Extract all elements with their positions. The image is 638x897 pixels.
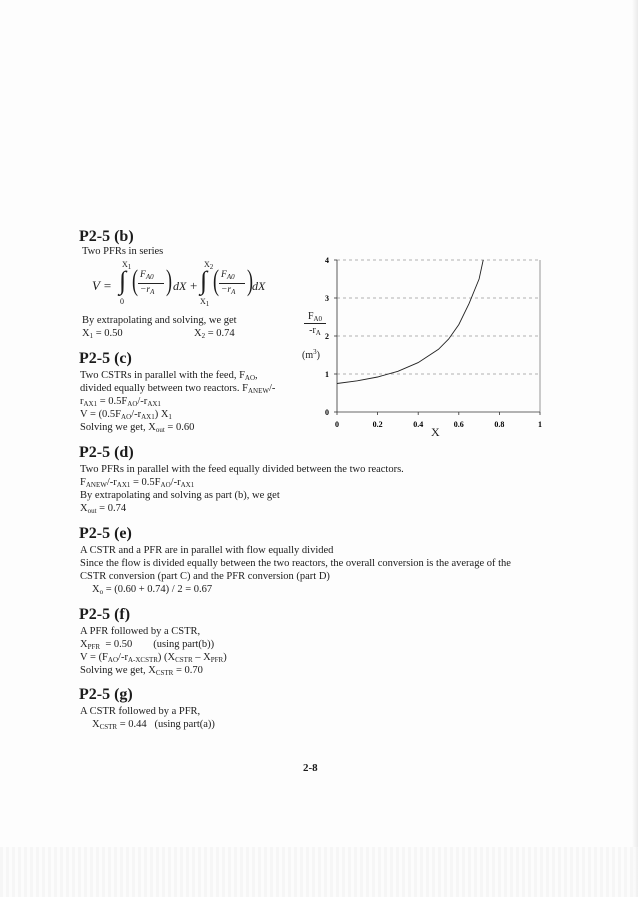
int2-upper: $X_2$ [204, 260, 214, 271]
f-line3: $V = (F_{AO}/-r_{A-XCSTR})$ $(X_{CSTR} - X_{PFR})$ [80, 652, 227, 664]
d-line3: By extrapolating and solving as part (b), we get [80, 490, 280, 501]
d-line1: Two PFRs in parallel with the feed equally divided between the two reactors. [80, 464, 404, 475]
heading-p2-5f: P2-5 (f) [79, 606, 131, 623]
c-line3: $r_{AX1} = 0.5F_{AO}/-r_{AX1}$ [80, 396, 161, 408]
y-label-denominator: $-r_A$ [304, 323, 326, 337]
g-line2: $X_{CSTR} = 0.44$ (using part(a)) [92, 719, 215, 731]
heading-p2-5b: P2-5 (b) [79, 228, 134, 245]
b-line2: By extrapolating and solving, we get [82, 315, 237, 326]
integral-sign-1: ∫ [119, 266, 127, 295]
y-tick-label: 4 [325, 256, 329, 265]
page-number: 2-8 [303, 762, 318, 774]
scan-noise-band [0, 847, 638, 897]
int1-lower: 0 [120, 297, 124, 306]
integral-sign-2: ∫ [200, 266, 208, 295]
x-axis-label: X [431, 425, 440, 439]
x-tick-label: 0.8 [494, 420, 505, 429]
c-line2: divided equally between two reactors. $F_{ANEW}/-$ [80, 383, 276, 395]
e-line1: A CSTR and a PFR are in parallel with flow equally divided [80, 545, 334, 556]
heading-p2-5e: P2-5 (e) [79, 525, 132, 542]
pfr-series-equation [92, 260, 266, 312]
heading-p2-5g: P2-5 (g) [79, 686, 133, 703]
chart-canvas [290, 250, 550, 450]
d-line2: $F_{ANEW}/-r_{AX1} = 0.5F_{AO}/-r_{AX1}$ [80, 477, 195, 489]
y-tick-label: 1 [325, 370, 329, 379]
frac2-den: $-r_A$ [221, 285, 236, 296]
heading-p2-5d: P2-5 (d) [79, 444, 134, 461]
frac2-bar [219, 283, 245, 284]
frac1-den: $-r_A$ [140, 285, 155, 296]
heading-p2-5c: P2-5 (c) [79, 350, 132, 367]
frac1-num: $F_{A0}$ [140, 270, 154, 281]
x-tick-label: 0 [335, 420, 339, 429]
g-line1: A CSTR followed by a PFR, [80, 706, 201, 717]
y-tick-label: 2 [325, 332, 329, 341]
eq-dx-1: dX [173, 279, 187, 293]
scan-edge [632, 0, 638, 897]
e-line2: Since the flow is divided equally between the two reactors, the overall conversion is the average of the [80, 558, 511, 569]
e-line3: CSTR conversion (part C) and the PFR conversion (part D) [80, 571, 330, 582]
data-curve [337, 260, 483, 384]
b-x1: $X_1 = 0.50$ [82, 328, 123, 340]
paren-close-2: ) [247, 264, 253, 297]
x-tick-label: 0.4 [413, 420, 424, 429]
frac2-num: $F_{A0}$ [221, 270, 235, 281]
x-tick-label: 0.2 [372, 420, 383, 429]
y-tick-label: 0 [325, 408, 329, 417]
f-line2: $X_{PFR} = 0.50$ (using part(b)) [80, 639, 215, 651]
frac1-bar [138, 283, 164, 284]
f-line4: Solving we get, $X_{CSTR} = 0.70$ [80, 665, 203, 677]
paren-close-1: ) [166, 264, 172, 297]
int1-upper: $X_1$ [122, 260, 132, 271]
x-tick-label: 1 [538, 420, 542, 429]
b-line1: Two PFRs in series [82, 246, 164, 257]
d-line4: $X_{out} = 0.74$ [80, 503, 127, 515]
y-label-numerator: $F_{A0}$ [307, 311, 323, 323]
eq-plus: + [190, 278, 198, 293]
y-axis-label [302, 310, 328, 337]
f-line1: A PFR followed by a CSTR, [80, 626, 201, 637]
x-tick-label: 0.6 [453, 420, 464, 429]
eq-dx-2: dX [252, 279, 266, 293]
y-tick-label: 3 [325, 294, 329, 303]
int2-lower: $X_1$ [200, 297, 210, 308]
y-axis-unit: $(m^3)$ [302, 348, 320, 361]
c-line5: Solving we get, $X_{out} = 0.60$ [80, 422, 195, 434]
levenspiel-plot [290, 250, 550, 450]
e-line4: $X_o = (0.60 + 0.74) / 2 = 0.67$ [92, 584, 213, 596]
paren-open-1: ( [132, 264, 138, 297]
b-x2: $X_2 = 0.74$ [194, 328, 235, 340]
c-line4: $V = (0.5F_{AO}/-r_{AX1})$ $X_1$ [80, 409, 172, 421]
eq-v: V = [92, 278, 112, 293]
paren-open-2: ( [213, 264, 219, 297]
c-line1: Two CSTRs in parallel with the feed, $F_{AO}$, [80, 370, 258, 382]
